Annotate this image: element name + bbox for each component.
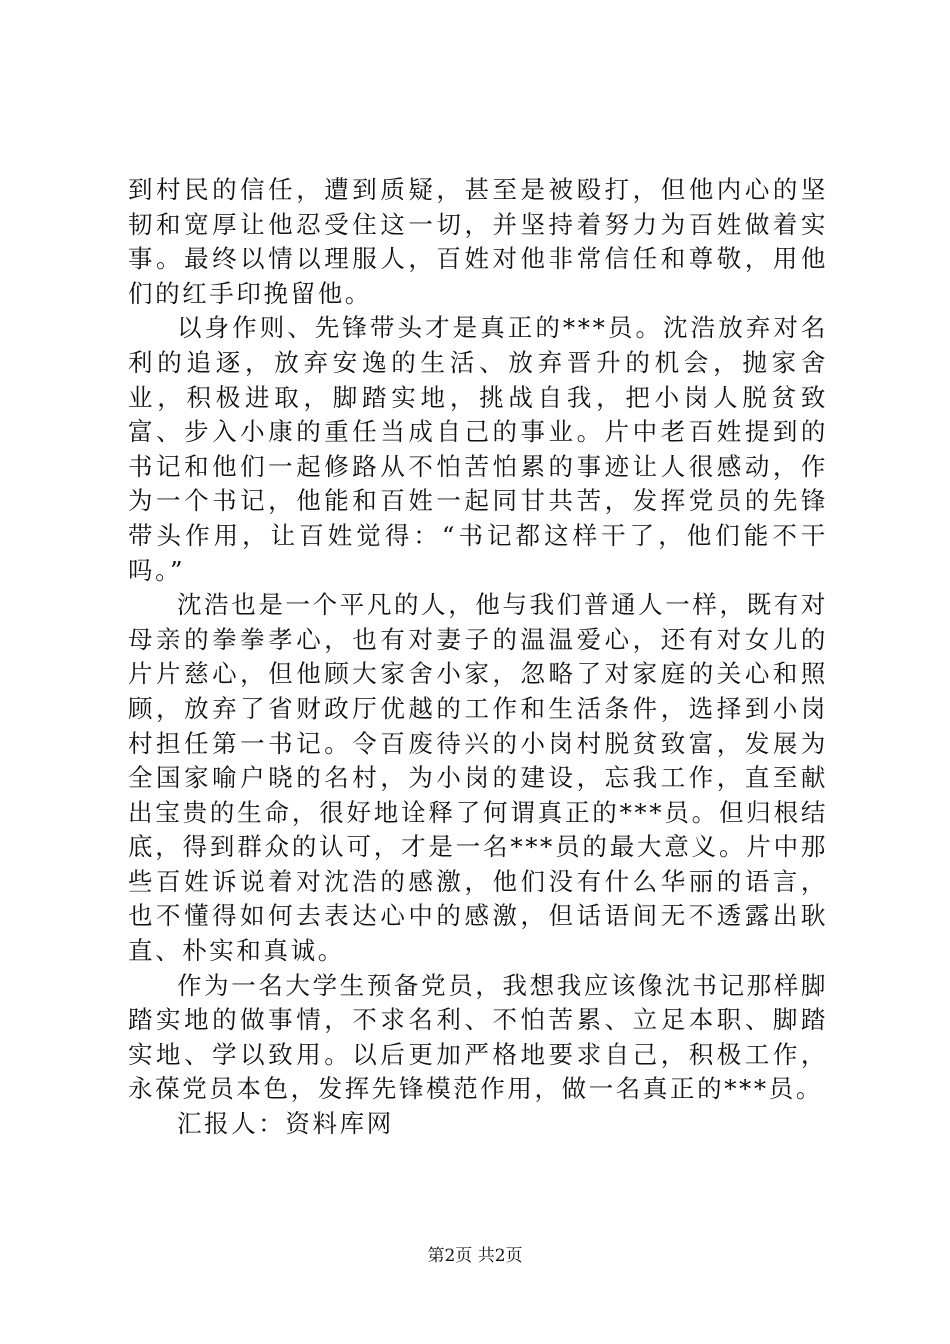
paragraph-reporter: 汇报人：资料库网 — [177, 1109, 394, 1139]
paragraph-continuation: 到村民的信任，遭到质疑，甚至是被殴打，但他内心的坚韧和宽厚让他忍受住这一切，并坚持着努力为百姓做着实事。最终以情以理服人，百姓对他非常信任和尊敬，用他们的红手印挽留他。 — [128, 175, 828, 308]
document-body — [128, 173, 828, 1142]
page-number-footer: 第2页 共2页 — [427, 1246, 523, 1266]
paragraph-ordinary-person: 沈浩也是一个平凡的人，他与我们普通人一样，既有对母亲的拳拳孝心，也有对妻子的温温爱心，还有对女儿的片片慈心，但他顾大家舍小家，忽略了对家庭的关心和照顾，放弃了省财政厅优越的工作和生活条件，选择到小岗村担任第一书记。令百废待兴的小岗村脱贫致富，发展为全国家喻户晓的名村，为小岗的建设，忘我工作，直至献出宝贵的生命，很好地诠释了何谓真正的***员。但归根结底，得到群众的认可，才是一名***员的最大意义。片中那些百姓诉说着对沈浩的感激，他们没有什么华丽的语言，也不懂得如何去表达心中的感激，但话语间无不透露出耿直、朴实和真诚。 — [128, 590, 828, 966]
paragraph-personal-reflection: 作为一名大学生预备党员，我想我应该像沈书记那样脚踏实地的做事情，不求名利、不怕苦累、立足本职、脚踏实地、学以致用。以后更加严格地要求自己，积极工作，永葆党员本色，发挥先锋模范作用，做一名真正的***员。 — [128, 970, 828, 1104]
paragraph-leading-example: 以身作则、先锋带头才是真正的***员。沈浩放弃对名利的追逐，放弃安逸的生活、放弃晋升的机会，抛家舍业，积极进取，脚踏实地，挑战自我，把小岗人脱贫致富、步入小康的重任当成自己的事业。片中老百姓提到的书记和他们一起修路从不怕苦怕累的事迹让人很感动，作为一个书记，他能和百姓一起同甘共苦，发挥党员的先锋带头作用，让百姓觉得：“书记都这样干了，他们能不干吗。” — [128, 313, 828, 585]
